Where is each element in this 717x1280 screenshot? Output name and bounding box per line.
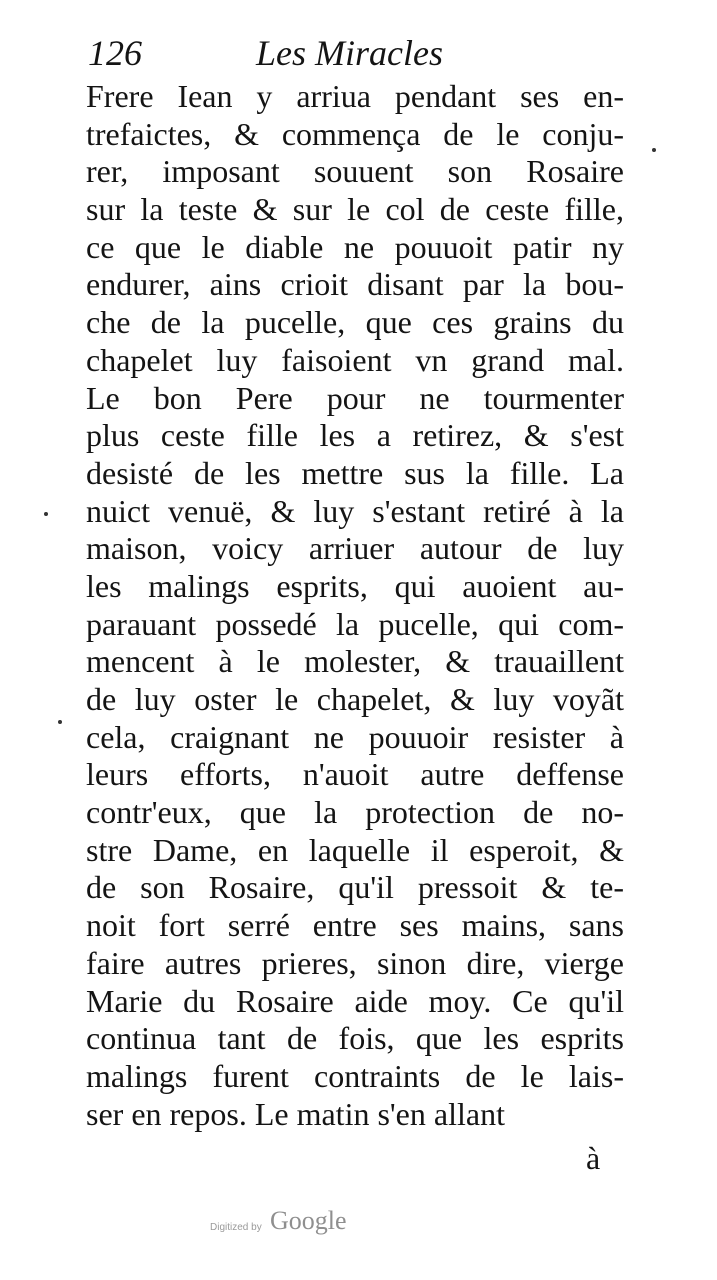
watermark-prefix: Digitized by: [210, 1222, 262, 1233]
ink-speck: [58, 720, 62, 724]
running-title: Les Miracles: [256, 33, 443, 73]
body-text: [86, 78, 624, 1133]
text-line: Marie du Rosaire aide moy. Ce qu'il: [86, 982, 624, 1019]
text-line: endurer, ains crioit disant par la bou-: [86, 266, 624, 303]
text-line: stre Dame, en laquelle il esperoit, &: [86, 831, 624, 868]
text-line: mencent à le molester, & trauaillent: [86, 643, 624, 680]
page-number: 126: [88, 33, 142, 73]
text-line: noit fort serré entre ses mains, sans: [86, 907, 624, 944]
catchword: à: [586, 1140, 601, 1176]
text-line: contr'eux, que la protection de no-: [86, 794, 624, 831]
text-line: les malings esprits, qui auoient au-: [86, 567, 624, 604]
text-line: malings furent contraints de le lais-: [86, 1057, 624, 1094]
text-line: rer, imposant souuent son Rosaire: [86, 153, 624, 190]
text-line: parauant possedé la pucelle, qui com-: [86, 605, 624, 642]
text-line: maison, voicy arriuer autour de luy: [86, 530, 624, 567]
text-line: desisté de les mettre sus la fille. La: [86, 454, 624, 491]
text-line: nuict venuë, & luy s'estant retiré à la: [86, 492, 624, 529]
digitized-watermark: [210, 1206, 390, 1246]
text-line: plus ceste fille les a retirez, & s'est: [86, 417, 624, 454]
ink-speck: [44, 512, 48, 516]
text-line: de son Rosaire, qu'il pressoit & te-: [86, 869, 624, 906]
text-line: continua tant de fois, que les esprits: [86, 1020, 624, 1057]
text-line: faire autres prieres, sinon dire, vierge: [86, 944, 624, 981]
text-line: Le bon Pere pour ne tourmenter: [86, 379, 624, 416]
page-header: [88, 28, 628, 78]
text-line: de luy oster le chapelet, & luy voyãt: [86, 681, 624, 717]
ink-speck: [652, 148, 656, 152]
text-line: trefaictes, & commença de le conju-: [86, 115, 624, 152]
text-line: chapelet luy faisoient vn grand mal.: [86, 341, 624, 378]
text-line: che de la pucelle, que ces grains du: [86, 304, 624, 341]
google-logo: Google: [270, 1206, 347, 1235]
text-line: Frere Iean y arriua pendant ses en-: [86, 78, 624, 114]
text-line: ser en repos. Le matin s'en allant: [86, 1095, 505, 1132]
text-line: cela, craignant ne pouuoir resister à: [86, 718, 624, 755]
text-line: leurs efforts, n'auoit autre deffense: [86, 756, 624, 793]
text-line: ce que le diable ne pouuoit patir ny: [86, 228, 624, 265]
text-line: sur la teste & sur le col de ceste fille,: [86, 191, 624, 228]
